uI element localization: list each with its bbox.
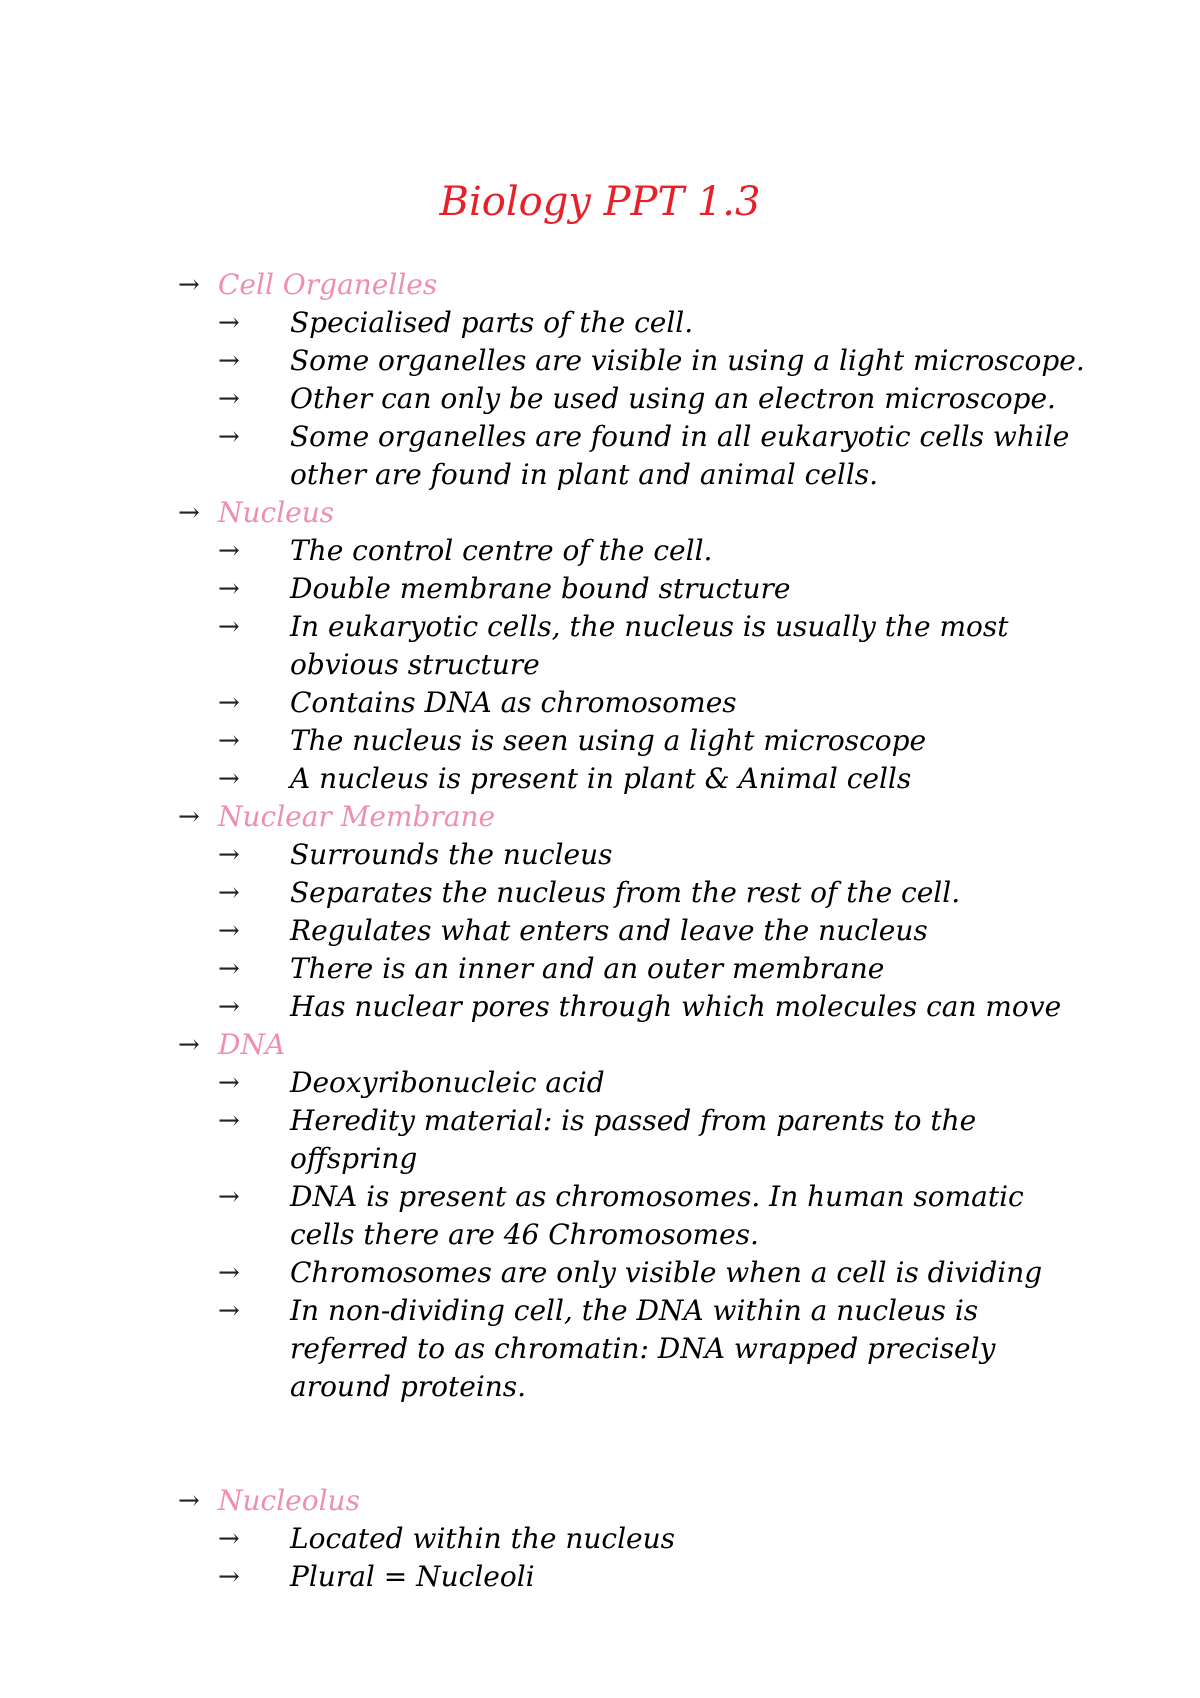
arrow-icon: → bbox=[178, 1030, 200, 1060]
arrow-icon: → bbox=[178, 1486, 200, 1516]
list-item bbox=[0, 304, 1200, 342]
list-item bbox=[0, 1254, 1200, 1292]
list-item-text: Surrounds the nucleus bbox=[290, 838, 613, 871]
arrow-icon: → bbox=[218, 1524, 240, 1554]
arrow-icon: → bbox=[178, 802, 200, 832]
arrow-icon: → bbox=[218, 1068, 240, 1098]
arrow-icon: → bbox=[178, 498, 200, 528]
list-item bbox=[0, 418, 1200, 494]
section-nucleolus bbox=[0, 1482, 1200, 1596]
list-item bbox=[0, 532, 1200, 570]
list-item bbox=[0, 1178, 1200, 1254]
arrow-icon: → bbox=[218, 346, 240, 376]
list-item-text: Other can only be used using an electron microscope. bbox=[290, 382, 1056, 415]
list-item bbox=[0, 1064, 1200, 1102]
arrow-icon: → bbox=[218, 916, 240, 946]
notes-content bbox=[0, 266, 1200, 1596]
list-item bbox=[0, 570, 1200, 608]
section-heading bbox=[0, 1026, 1200, 1064]
list-item bbox=[0, 1102, 1200, 1178]
list-item-text: Some organelles are found in all eukaryotic cells while other are found in plant and animal cells. bbox=[290, 420, 1070, 491]
arrow-icon: → bbox=[218, 536, 240, 566]
list-item-text: Deoxyribonucleic acid bbox=[290, 1066, 605, 1099]
spacer bbox=[0, 1406, 1200, 1482]
list-item bbox=[0, 342, 1200, 380]
arrow-icon: → bbox=[178, 270, 200, 300]
list-item-text: Separates the nucleus from the rest of the cell. bbox=[290, 876, 961, 909]
arrow-icon: → bbox=[218, 688, 240, 718]
list-item bbox=[0, 760, 1200, 798]
arrow-icon: → bbox=[218, 1182, 240, 1212]
list-item-text: Specialised parts of the cell. bbox=[290, 306, 694, 339]
list-item bbox=[0, 950, 1200, 988]
section-cell-organelles bbox=[0, 266, 1200, 494]
list-item bbox=[0, 684, 1200, 722]
list-item-text: Double membrane bound structure bbox=[290, 572, 791, 605]
list-item-text: Plural = Nucleoli bbox=[290, 1560, 535, 1593]
section-heading-text: Nucleus bbox=[218, 496, 335, 529]
arrow-icon: → bbox=[218, 954, 240, 984]
arrow-icon: → bbox=[218, 764, 240, 794]
section-heading bbox=[0, 266, 1200, 304]
list-item-text: Contains DNA as chromosomes bbox=[290, 686, 737, 719]
arrow-icon: → bbox=[218, 1562, 240, 1592]
list-item bbox=[0, 722, 1200, 760]
list-item-text: Heredity material: is passed from parents to the offspring bbox=[290, 1104, 977, 1175]
section-heading-text: Cell Organelles bbox=[218, 268, 438, 301]
list-item bbox=[0, 836, 1200, 874]
section-heading-text: DNA bbox=[218, 1028, 286, 1061]
section-heading bbox=[0, 798, 1200, 836]
list-item bbox=[0, 1292, 1200, 1406]
arrow-icon: → bbox=[218, 726, 240, 756]
section-nucleus bbox=[0, 494, 1200, 798]
list-item-text: Chromosomes are only visible when a cell is dividing bbox=[290, 1256, 1043, 1289]
list-item-text: The nucleus is seen using a light microscope bbox=[290, 724, 927, 757]
arrow-icon: → bbox=[218, 612, 240, 642]
list-item bbox=[0, 1558, 1200, 1596]
section-nuclear-membrane bbox=[0, 798, 1200, 1026]
arrow-icon: → bbox=[218, 574, 240, 604]
arrow-icon: → bbox=[218, 308, 240, 338]
section-heading bbox=[0, 1482, 1200, 1520]
page-title: Biology PPT 1.3 bbox=[439, 179, 761, 225]
list-item-text: Located within the nucleus bbox=[290, 1522, 675, 1555]
list-item-text: DNA is present as chromosomes. In human somatic cells there are 46 Chromosomes. bbox=[290, 1180, 1024, 1251]
list-item-text: Some organelles are visible in using a light microscope. bbox=[290, 344, 1085, 377]
arrow-icon: → bbox=[218, 1296, 240, 1326]
section-heading bbox=[0, 494, 1200, 532]
list-item bbox=[0, 608, 1200, 684]
list-item bbox=[0, 1520, 1200, 1558]
list-item-text: The control centre of the cell. bbox=[290, 534, 713, 567]
arrow-icon: → bbox=[218, 840, 240, 870]
list-item-text: Regulates what enters and leave the nucleus bbox=[290, 914, 928, 947]
list-item bbox=[0, 380, 1200, 418]
list-item bbox=[0, 874, 1200, 912]
arrow-icon: → bbox=[218, 1106, 240, 1136]
arrow-icon: → bbox=[218, 878, 240, 908]
list-item-text: A nucleus is present in plant & Animal cells bbox=[290, 762, 912, 795]
list-item-text: There is an inner and an outer membrane bbox=[290, 952, 885, 985]
list-item bbox=[0, 912, 1200, 950]
arrow-icon: → bbox=[218, 422, 240, 452]
arrow-icon: → bbox=[218, 992, 240, 1022]
section-heading-text: Nuclear Membrane bbox=[218, 800, 496, 833]
section-dna bbox=[0, 1026, 1200, 1406]
arrow-icon: → bbox=[218, 384, 240, 414]
list-item-text: In eukaryotic cells, the nucleus is usually the most obvious structure bbox=[290, 610, 1009, 681]
list-item bbox=[0, 988, 1200, 1026]
arrow-icon: → bbox=[218, 1258, 240, 1288]
list-item-text: Has nuclear pores through which molecules can move bbox=[290, 990, 1062, 1023]
section-heading-text: Nucleolus bbox=[218, 1484, 360, 1517]
list-item-text: In non-dividing cell, the DNA within a nucleus is referred to as chromatin: DNA wrapped precisely around proteins. bbox=[290, 1294, 996, 1403]
